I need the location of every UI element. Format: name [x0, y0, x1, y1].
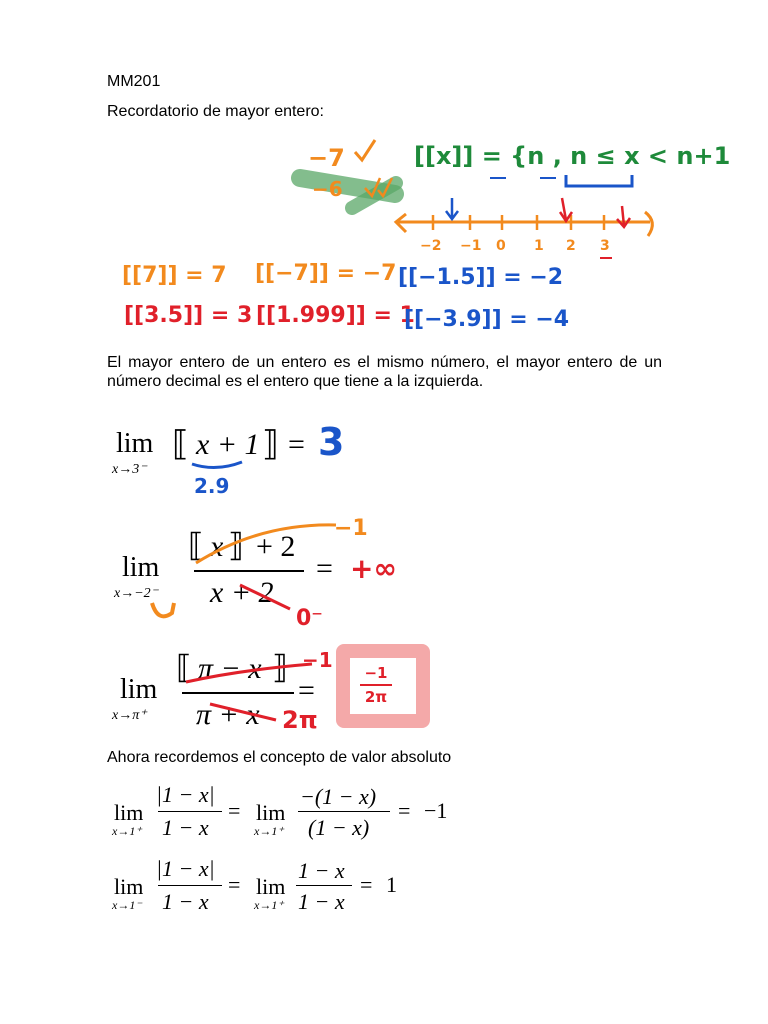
- abs1-subscript2: x→1⁺: [254, 824, 284, 838]
- abs2-fraction-bar: [158, 885, 222, 886]
- limit3-annotation-strokes: [180, 656, 330, 726]
- limit2-numerator-x: x: [210, 530, 224, 563]
- limit3-result-highlight-box: [336, 644, 430, 728]
- abs1-equals2: =: [398, 798, 411, 823]
- number-line-right-arrow: [645, 212, 652, 236]
- abs1-denominator: 1 − x: [162, 815, 209, 840]
- svg-text:3: 3: [600, 238, 610, 254]
- abs2-equals2: =: [360, 872, 373, 897]
- number-line-labels: [420, 238, 610, 254]
- abs1-lim: lim: [114, 800, 144, 825]
- abs2-lim2: lim: [256, 874, 286, 899]
- limit2-subscript: x→−2⁻: [114, 586, 159, 601]
- example-neg1-5: [[−1.5]] = −2: [398, 265, 564, 290]
- abs2-denominator2: 1 − x: [298, 889, 345, 914]
- abs2-numerator: |1 − x|: [156, 856, 215, 881]
- abs2-subscript: x→1⁻: [112, 898, 142, 912]
- limit1-subscript: x→3⁻: [112, 462, 147, 477]
- limit2-lim: lim: [122, 552, 160, 583]
- example-1-999: [[1.999]] = 1: [256, 303, 415, 328]
- abs1-numerator: |1 − x|: [156, 782, 215, 807]
- svg-text:−1: −1: [460, 238, 482, 254]
- limit3-open-bracket: ⟦: [176, 649, 192, 685]
- example-7: [[7]] = 7: [122, 263, 227, 288]
- limit2-denominator: x + 2: [210, 576, 274, 609]
- limit3-subscript: x→π⁺: [112, 708, 147, 723]
- example-neg7: [[−7]] = −7: [255, 261, 397, 286]
- abs1-fraction-bar2: [298, 811, 390, 812]
- limit3-above: −1: [302, 648, 333, 672]
- abs2-fraction-bar2: [296, 885, 352, 886]
- limit1-close-bracket: ⟧: [262, 426, 279, 463]
- orange-check-icon: [355, 140, 375, 160]
- abs1-numerator2: −(1 − x): [300, 784, 377, 809]
- limit1-lim: lim: [116, 428, 154, 459]
- abs2-lim: lim: [114, 874, 144, 899]
- neg7-label: −7: [308, 144, 345, 172]
- abs2-denominator: 1 − x: [162, 889, 209, 914]
- limit3-result-bar: [360, 684, 392, 686]
- limit1-equals: =: [288, 428, 305, 461]
- limit1-body: x + 1: [196, 428, 260, 461]
- limit3-equals: =: [298, 674, 315, 707]
- neg6-label: −6: [312, 177, 343, 201]
- abs2-equals: =: [228, 872, 241, 897]
- example-neg3-9: [[−3.9]] = −4: [404, 307, 570, 332]
- limit2-equals: =: [316, 552, 333, 585]
- course-code: MM201: [107, 73, 161, 90]
- limit3-lim: lim: [120, 674, 158, 705]
- limit3-result-denominator: 2π: [364, 688, 388, 706]
- limit2-above: −1: [334, 516, 368, 541]
- abs2-numerator2: 1 − x: [298, 858, 345, 883]
- limit2-close-bracket: ⟧: [228, 527, 244, 563]
- definition-text: [[x]] = {n , n ≤ x < n+1: [414, 142, 731, 170]
- example-3-5: [[3.5]] = 3: [124, 303, 253, 328]
- abs1-subscript: x→1⁺: [112, 824, 142, 838]
- limit1-result: 3: [318, 420, 345, 464]
- abs1-fraction-bar: [158, 811, 222, 812]
- abs1-equals: =: [228, 798, 241, 823]
- absolute-value-intro: Ahora recordemos el concepto de valor absoluto: [107, 749, 452, 766]
- limit3-result-numerator: −1: [364, 664, 388, 682]
- abs1-denominator2: (1 − x): [308, 815, 370, 840]
- limit2-below: 0⁻: [296, 606, 323, 631]
- limit3-denominator: π + x: [196, 698, 260, 731]
- svg-text:1: 1: [534, 238, 544, 254]
- greatest-integer-explanation: El mayor entero de un entero es el mismo número, el mayor entero de un número decimal es el entero que tiene a la izquierda.: [107, 354, 662, 390]
- limit2-result: +∞: [350, 552, 397, 585]
- handwritten-notes-top: [0, 0, 768, 345]
- svg-text:2: 2: [566, 238, 576, 254]
- limit2-annotation-strokes: [140, 515, 340, 630]
- blue-bracket: [566, 175, 632, 186]
- limit3-close-bracket: ⟧: [272, 649, 288, 685]
- abs1-result: −1: [424, 798, 448, 823]
- limit2-open-bracket: ⟦: [188, 527, 204, 563]
- limit1-under-value: 2.9: [194, 474, 230, 498]
- limit1-open-bracket: ⟦: [172, 426, 189, 463]
- red-down-arrow-icon-2: [617, 206, 630, 227]
- limit3-numerator: π − x: [198, 652, 262, 685]
- limit2-numerator-tail: + 2: [256, 530, 296, 563]
- reminder-title: Recordatorio de mayor entero:: [107, 103, 324, 120]
- abs2-result: 1: [386, 872, 397, 897]
- abs2-subscript2: x→1⁺: [254, 898, 284, 912]
- svg-text:−2: −2: [420, 238, 442, 254]
- limit3-below: 2π: [282, 706, 318, 734]
- svg-text:0: 0: [496, 238, 506, 254]
- abs1-lim2: lim: [256, 800, 286, 825]
- blue-down-arrow-icon: [446, 198, 458, 219]
